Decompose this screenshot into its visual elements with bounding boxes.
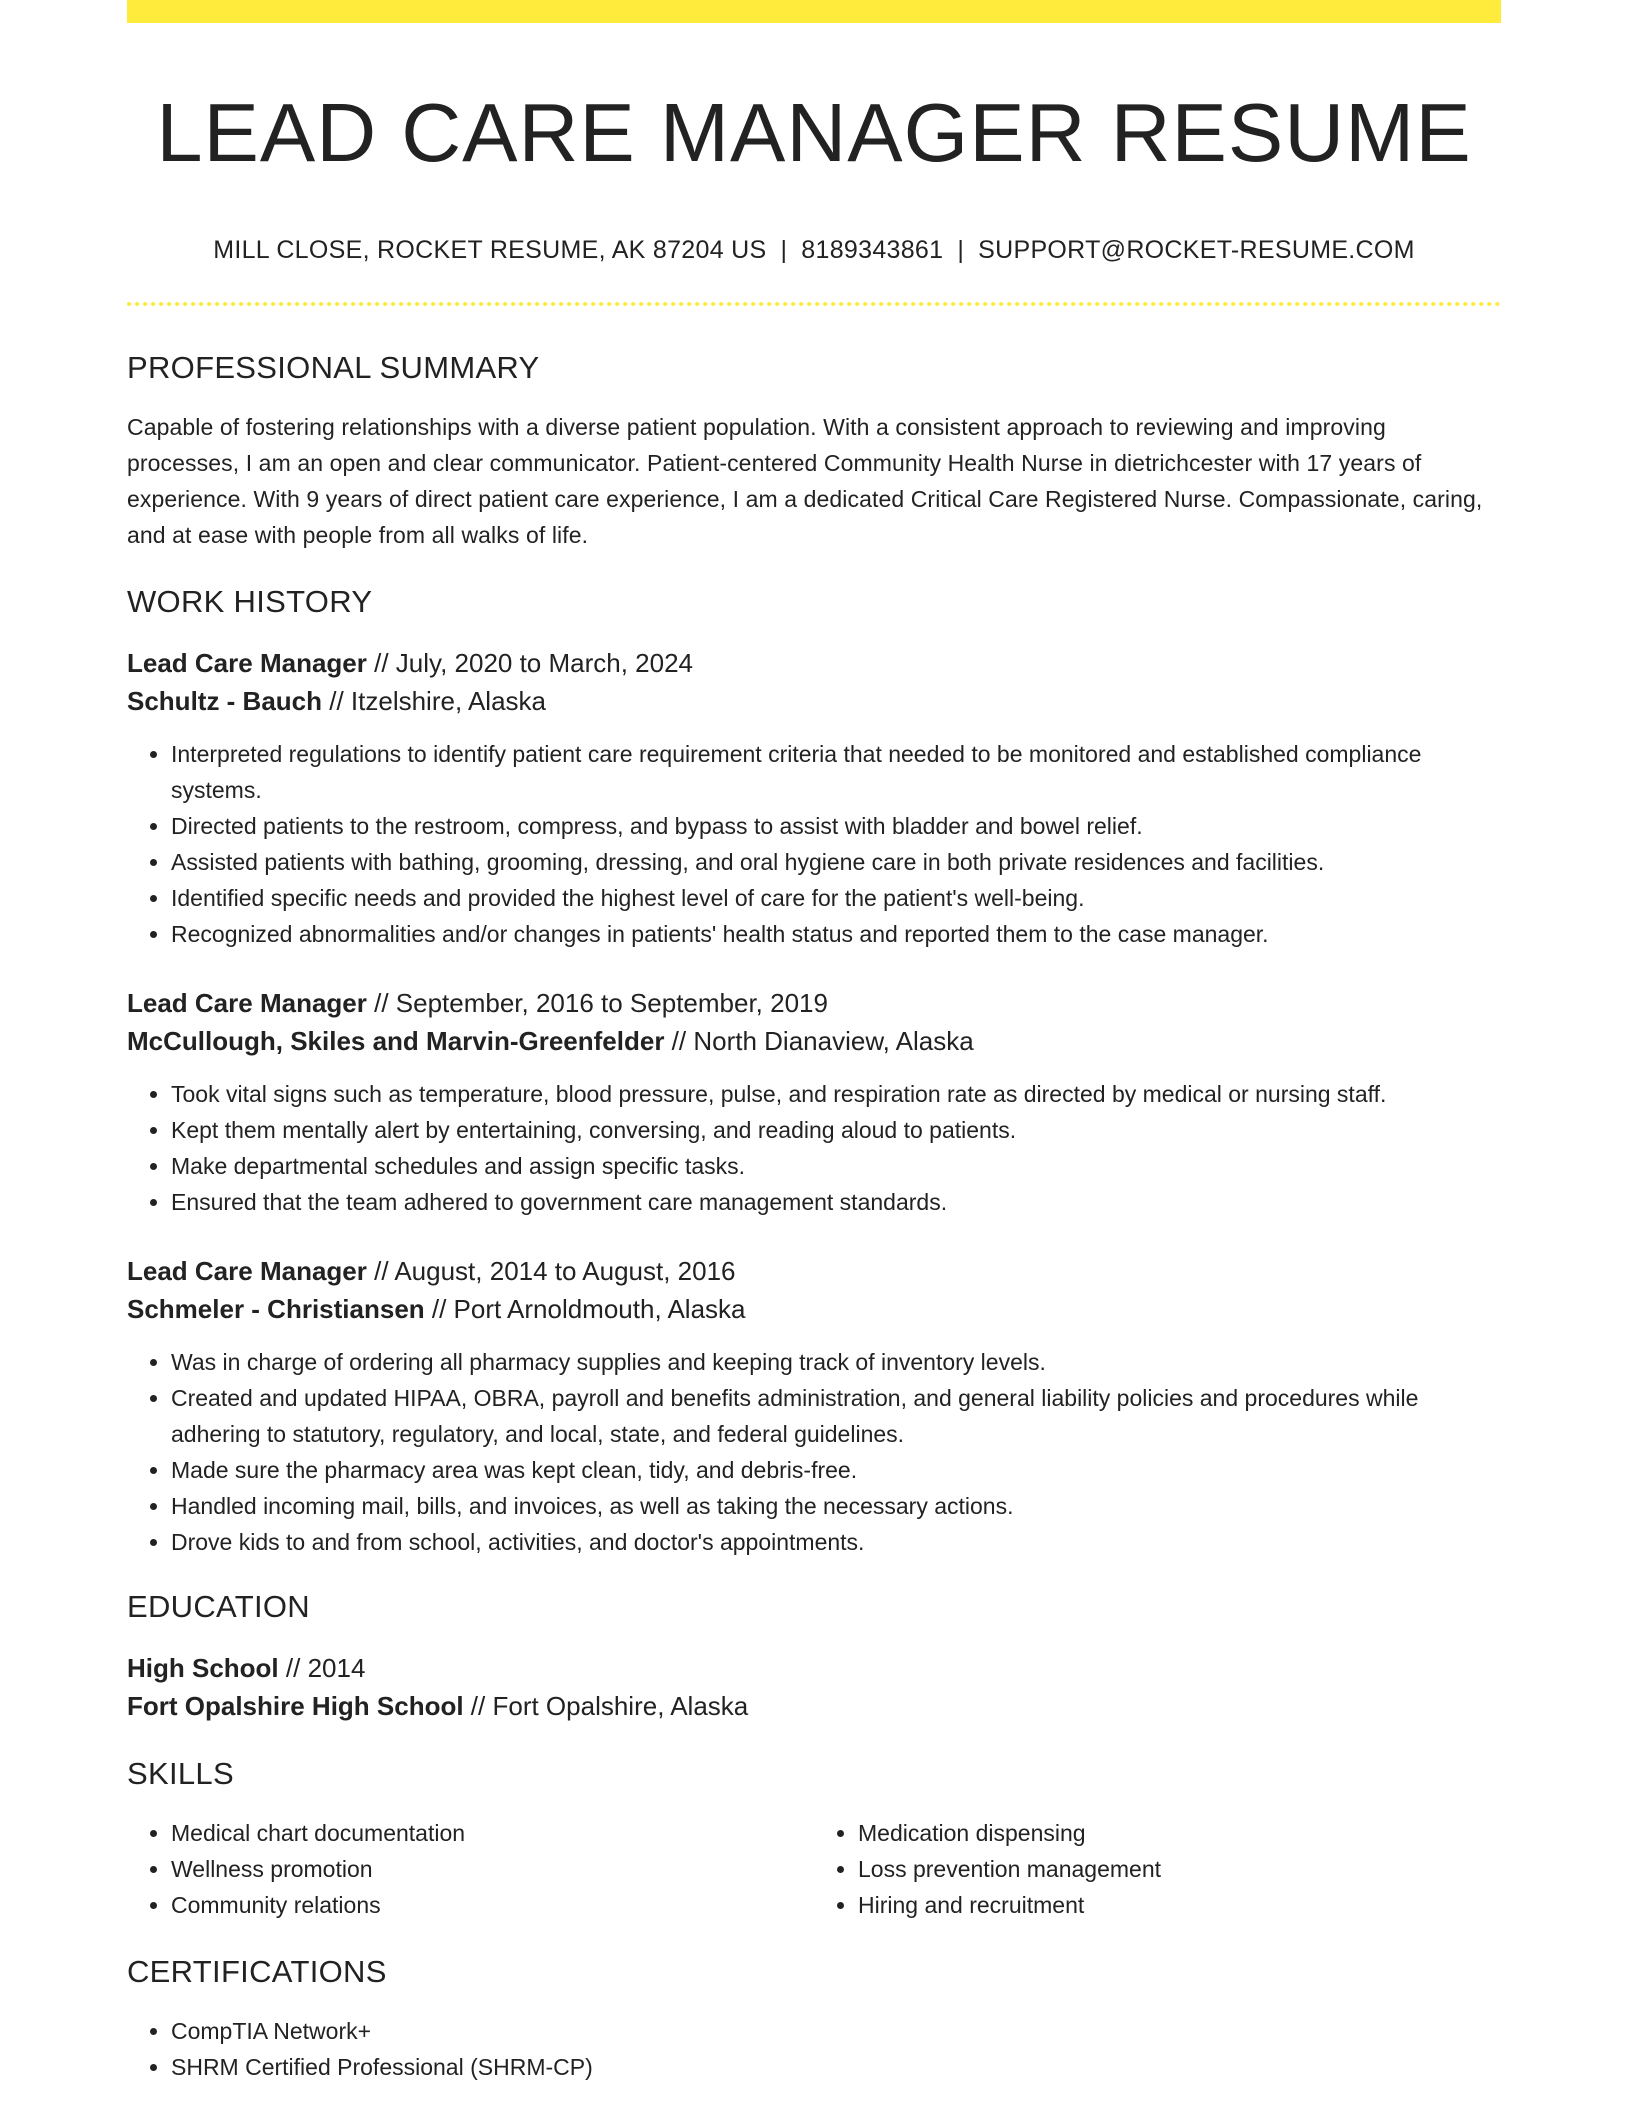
job-entry [127, 1252, 1501, 1560]
top-accent-bar [127, 0, 1501, 23]
skills-column-left [127, 1815, 814, 1923]
job-bullet: • Make departmental schedules and assign specific tasks. [171, 1148, 1501, 1184]
certifications-heading: CERTIFICATIONS [127, 1954, 387, 1989]
job-bullets [127, 1344, 1501, 1560]
summary-text: Capable of fostering relationships with a diverse patient population. With a consistent approach to reviewing and improving processes, I am an open and clear communicator. Patient-centered Community Health Nurse in dietrichcester with 17 years of experience. With 9 years of direct patient care experience, I am a dedicated Critical Care Registered Nurse. Compassionate, caring, and at ease with people from all walks of life. [127, 414, 1483, 548]
work-history-heading: WORK HISTORY [127, 584, 373, 619]
job-bullet: • Directed patients to the restroom, compress, and bypass to assist with bladder and bowel relief. [171, 808, 1501, 844]
job-location: // Port Arnoldmouth, Alaska [424, 1294, 746, 1324]
skill-item: • Medical chart documentation [171, 1815, 814, 1851]
resume-content [127, 0, 1501, 2085]
education-entry [127, 1649, 1501, 1725]
job-title: Lead Care Manager [127, 988, 367, 1018]
job-dates: // August, 2014 to August, 2016 [366, 1256, 736, 1286]
job-title-line [127, 644, 1501, 682]
job-title-line [127, 984, 1501, 1022]
job-bullet: • Identified specific needs and provided the highest level of care for the patient's well-being. [171, 880, 1501, 916]
job-bullet: • Recognized abnormalities and/or changes in patients' health status and reported them to the case manager. [171, 916, 1501, 952]
certifications-list [127, 2013, 1501, 2085]
job-company-line [127, 682, 1501, 720]
certification-item: • CompTIA Network+ [171, 2013, 1501, 2049]
job-company: Schmeler - Christiansen [127, 1294, 425, 1324]
education-degree-line [127, 1649, 1501, 1687]
skills-list [127, 1815, 1501, 1923]
job-entry [127, 644, 1501, 952]
job-location: // Itzelshire, Alaska [322, 686, 546, 716]
job-title-line [127, 1252, 1501, 1290]
job-bullet: • Was in charge of ordering all pharmacy supplies and keeping track of inventory levels. [171, 1344, 1501, 1380]
job-bullets [127, 736, 1501, 952]
contact-separator: | [957, 236, 965, 264]
skills-column-right [814, 1815, 1501, 1923]
education-location: // Fort Opalshire, Alaska [463, 1691, 749, 1721]
contact-line [127, 235, 1501, 265]
contact-separator: | [780, 236, 788, 264]
contact-email: SUPPORT@ROCKET-RESUME.COM [978, 236, 1415, 264]
job-company-line [127, 1022, 1501, 1060]
job-bullet: • Made sure the pharmacy area was kept clean, tidy, and debris-free. [171, 1452, 1501, 1488]
job-bullet: • Created and updated HIPAA, OBRA, payroll and benefits administration, and general liability policies and procedures while adhering to statutory, regulatory, and local, state, and federal guidelines. [171, 1380, 1501, 1452]
job-bullet: • Interpreted regulations to identify patient care requirement criteria that needed to be monitored and established compliance systems. [171, 736, 1501, 808]
skills-heading: SKILLS [127, 1756, 234, 1791]
summary-heading: PROFESSIONAL SUMMARY [127, 350, 540, 385]
job-title: Lead Care Manager [127, 648, 367, 678]
certification-item: • SHRM Certified Professional (SHRM-CP) [171, 2049, 1501, 2085]
job-company: Schultz - Bauch [127, 686, 323, 716]
job-bullet: • Assisted patients with bathing, grooming, dressing, and oral hygiene care in both private residences and facilities. [171, 844, 1501, 880]
job-bullet: • Took vital signs such as temperature, blood pressure, pulse, and respiration rate as directed by medical or nursing staff. [171, 1076, 1501, 1112]
job-dates: // July, 2020 to March, 2024 [366, 648, 694, 678]
skill-item: • Medication dispensing [858, 1815, 1501, 1851]
job-entry [127, 984, 1501, 1220]
contact-phone: 8189343861 [801, 236, 944, 264]
education-school: Fort Opalshire High School [127, 1691, 464, 1721]
skill-item: • Loss prevention management [858, 1851, 1501, 1887]
job-bullet: • Ensured that the team adhered to government care management standards. [171, 1184, 1501, 1220]
job-dates: // September, 2016 to September, 2019 [366, 988, 828, 1018]
contact-address: MILL CLOSE, ROCKET RESUME, AK 87204 US [213, 236, 767, 264]
skill-item: • Wellness promotion [171, 1851, 814, 1887]
job-bullet: • Kept them mentally alert by entertaining, conversing, and reading aloud to patients. [171, 1112, 1501, 1148]
skill-item: • Community relations [171, 1887, 814, 1923]
skill-item: • Hiring and recruitment [858, 1887, 1501, 1923]
job-title: Lead Care Manager [127, 1256, 367, 1286]
dotted-divider [127, 302, 1501, 306]
job-bullet: • Handled incoming mail, bills, and invoices, as well as taking the necessary actions. [171, 1488, 1501, 1524]
job-location: // North Dianaview, Alaska [664, 1026, 974, 1056]
education-year: // 2014 [278, 1653, 366, 1683]
education-degree: High School [127, 1653, 279, 1683]
education-school-line [127, 1687, 1501, 1725]
job-bullet: • Drove kids to and from school, activities, and doctor's appointments. [171, 1524, 1501, 1560]
resume-title: LEAD CARE MANAGER RESUME [156, 86, 1472, 179]
job-company: McCullough, Skiles and Marvin-Greenfelder [127, 1026, 665, 1056]
job-company-line [127, 1290, 1501, 1328]
education-heading: EDUCATION [127, 1589, 310, 1624]
job-bullets [127, 1076, 1501, 1220]
